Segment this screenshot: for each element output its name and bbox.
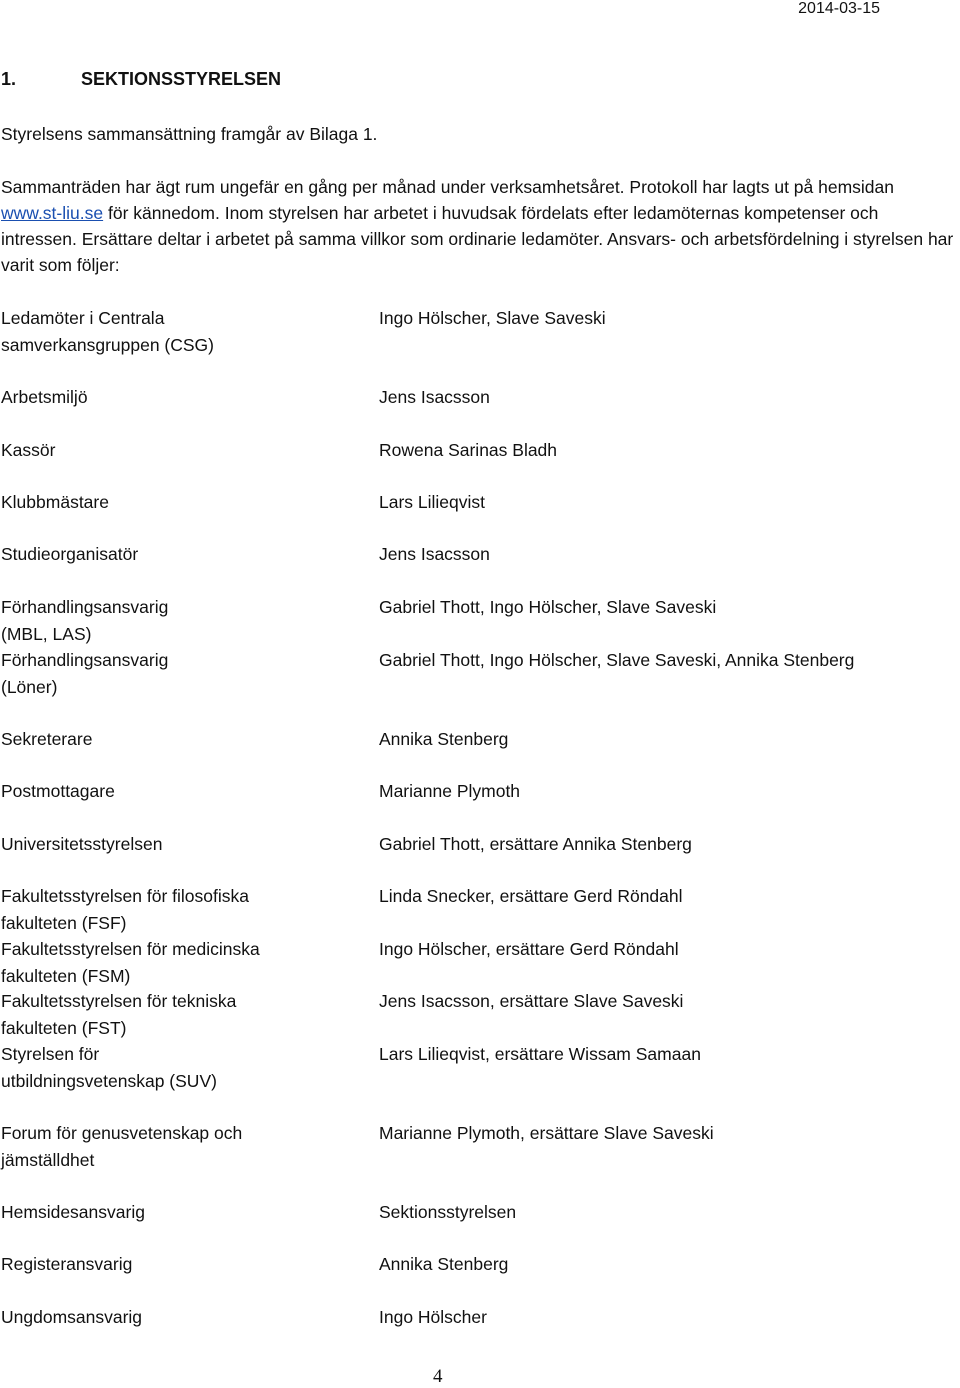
role-members: Annika Stenberg [379,1254,509,1274]
role-label: Klubbmästare [1,492,109,512]
role-label: Förhandlingsansvarig (MBL, LAS) [1,597,169,644]
role-label: Fakultetsstyrelsen för medicinska fakulteten (FSM) [1,939,260,986]
paragraph-text-end: för kännedom. Inom styrelsen har arbetet i huvudsak fördelats efter ledamöternas kompetenser och intressen. Ersättare deltar i arbetet på samma villkor som ordinarie ledamöter. Ansvars- och arbetsfördelning i styrelsen har varit som följer: [1,203,954,275]
role-members: Gabriel Thott, Ingo Hölscher, Slave Saveski, Annika Stenberg [379,650,855,670]
role-label: Ledamöter i Centrala samverkansgruppen (CSG) [1,308,214,355]
role-label: Registeransvarig [1,1254,133,1274]
role-label: Studieorganisatör [1,544,139,564]
role-members: Gabriel Thott, Ingo Hölscher, Slave Saveski [379,597,717,617]
role-label: Sekreterare [1,729,93,749]
role-members: Linda Snecker, ersättare Gerd Röndahl [379,886,683,906]
role-members: Lars Lilieqvist, ersättare Wissam Samaan [379,1044,701,1064]
role-label: Fakultetsstyrelsen för filosofiska fakulteten (FSF) [1,886,250,933]
role-label: Universitetsstyrelsen [1,834,163,854]
role-members: Marianne Plymoth, ersättare Slave Saveski [379,1123,714,1143]
role-members: Lars Lilieqvist [379,492,486,512]
role-label: Hemsidesansvarig [1,1202,145,1222]
role-label: Postmottagare [1,781,115,801]
role-members: Ingo Hölscher, Slave Saveski [379,308,606,328]
role-members: Jens Isacsson [379,387,490,407]
role-members: Jens Isacsson, ersättare Slave Saveski [379,991,684,1011]
role-members: Rowena Sarinas Bladh [379,440,558,460]
role-members: Ingo Hölscher, ersättare Gerd Röndahl [379,939,679,959]
section-number: 1. [1,69,17,89]
intro-paragraph: Styrelsens sammansättning framgår av Bilaga 1. [1,124,378,144]
role-label: Kassör [1,440,56,460]
page-number: 4 [433,1366,443,1387]
body-paragraph [1,174,959,278]
role-label: Arbetsmiljö [1,387,88,407]
document-date: 2014-03-15 [798,0,880,17]
section-title: SEKTIONSSTYRELSEN [81,69,282,89]
role-members: Sektionsstyrelsen [379,1202,517,1222]
role-members: Annika Stenberg [379,729,509,749]
role-members: Jens Isacsson [379,544,490,564]
role-label: Förhandlingsansvarig (Löner) [1,650,169,697]
role-members: Ingo Hölscher [379,1307,487,1327]
section-heading [1,69,281,90]
role-members: Marianne Plymoth [379,781,521,801]
website-link[interactable]: www.st-liu.se [1,203,104,223]
role-members: Gabriel Thott, ersättare Annika Stenberg [379,834,692,854]
role-label: Ungdomsansvarig [1,1307,143,1327]
role-label: Styrelsen för utbildningsvetenskap (SUV) [1,1044,217,1091]
role-label: Fakultetsstyrelsen för tekniska fakulteten (FST) [1,991,237,1038]
paragraph-text-start: Sammanträden har ägt rum ungefär en gång per månad under verksamhetsåret. Protokoll har lagts ut på hemsidan [1,177,895,197]
role-label: Forum för genusvetenskap och jämställdhet [1,1123,243,1170]
